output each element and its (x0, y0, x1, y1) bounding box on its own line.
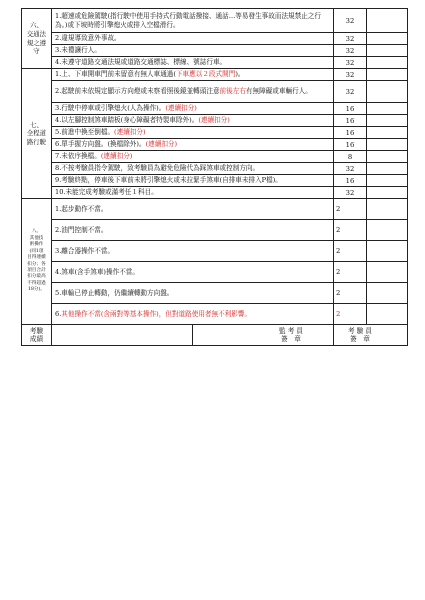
category-label-line: 其他技 (29, 235, 44, 241)
deduction-points: 32 (334, 163, 367, 175)
deduction-points: 32 (334, 33, 367, 45)
deduction-record-cell[interactable] (367, 304, 408, 325)
deduction-record-cell[interactable] (367, 175, 408, 187)
deduction-record-cell[interactable] (367, 151, 408, 163)
item-text-highlight: (連續扣分) (198, 116, 230, 125)
deduction-record-cell[interactable] (367, 103, 408, 115)
deduction-record-cell[interactable] (367, 187, 408, 199)
deduction-record-cell[interactable] (367, 199, 408, 220)
deduction-item (52, 33, 334, 45)
category-label-line: 七、 (30, 120, 43, 129)
section7-row (22, 103, 408, 115)
supervisor-label: 監 考 員 (279, 326, 303, 335)
section7-row (22, 139, 408, 151)
item-number: 10. (55, 188, 66, 197)
category-label-line: (同1項 (29, 248, 44, 254)
score-value-cell[interactable] (52, 325, 193, 345)
item-text-highlight: 其他操作不當(含兩對等基本操作)，但對道路使用者無不利影響。 (61, 309, 252, 318)
deduction-points: 2 (334, 304, 367, 325)
item-number: 2. (55, 225, 62, 234)
deduction-points: 2 (334, 283, 367, 304)
category-label-line: 守 (33, 47, 40, 56)
section6-row (22, 33, 408, 45)
item-number: 6. (55, 309, 62, 318)
category-label-line: 不得超過 (27, 280, 46, 286)
item-number: 3. (55, 246, 62, 255)
item-number: 2. (55, 87, 62, 96)
section6-row (22, 9, 408, 33)
score-sheet (21, 8, 407, 346)
deduction-record-cell[interactable] (367, 262, 408, 283)
section7-row (22, 187, 408, 199)
item-text-highlight: 下車應以２段式開門 (175, 70, 236, 79)
deduction-record-cell[interactable] (367, 81, 408, 103)
section7-row (22, 127, 408, 139)
score-label-line-1: 考驗 (29, 326, 44, 335)
item-text: 起駛前未依規定顯示方向燈或未察看照後鏡並轉頭注意 (61, 87, 220, 96)
deduction-record-cell[interactable] (367, 241, 408, 262)
section6-row (22, 45, 408, 57)
item-number: 1. (55, 204, 62, 213)
item-number: 9. (55, 176, 62, 185)
item-text: 上、下車開車門前未留意有無人車通過( (61, 70, 176, 79)
item-text-highlight: (連續扣分) (165, 104, 197, 113)
category-label-line: 全程道 (26, 129, 47, 138)
section7-row (22, 151, 408, 163)
item-number: 4. (55, 58, 62, 67)
examiner-seal-label: 簽 章 (350, 334, 370, 343)
item-text: 離合器操作不當。 (61, 246, 115, 255)
deduction-table (21, 8, 408, 325)
score-label-line-2: 成績 (29, 334, 44, 343)
section8-row (22, 283, 408, 304)
deduction-points: 32 (334, 9, 367, 33)
deduction-item (52, 304, 334, 325)
deduction-item (52, 57, 334, 69)
deduction-item (52, 175, 334, 187)
deduction-item (52, 69, 334, 81)
deduction-record-cell[interactable] (367, 57, 408, 69)
item-text: 起步動作不當。 (61, 204, 108, 213)
category-label-line: 目得連續 (27, 255, 46, 261)
deduction-item (52, 139, 334, 151)
deduction-points: 16 (334, 127, 367, 139)
item-number: 3. (55, 104, 62, 113)
category-label-line: 交通法 (26, 29, 47, 38)
deduction-points: 32 (334, 81, 367, 103)
category-label-line: 規之遵 (26, 38, 47, 47)
deduction-points: 8 (334, 151, 367, 163)
item-number: 3. (55, 46, 62, 55)
deduction-item (52, 262, 334, 283)
item-text: 車輪已停止轉動，仍繼續轉動方向盤。 (61, 288, 174, 297)
item-text: 考驗終點，停車後下車前未將引擎熄火或未拉緊手煞車(自排車未排入P檔)。 (61, 176, 282, 185)
deduction-points: 2 (334, 241, 367, 262)
deduction-points: 16 (334, 175, 367, 187)
item-text: 單手握方向盤。(換檔除外)。 (61, 140, 146, 149)
supervisor-signature[interactable] (193, 325, 334, 345)
item-number: 5. (55, 288, 62, 297)
item-text: 前進中換至倒檔。 (61, 128, 115, 137)
deduction-record-cell[interactable] (367, 220, 408, 241)
deduction-points: 32 (334, 45, 367, 57)
deduction-item (52, 283, 334, 304)
category-label-line: 八、 (31, 229, 42, 235)
deduction-record-cell[interactable] (367, 45, 408, 57)
score-label (22, 325, 52, 345)
deduction-record-cell[interactable] (367, 163, 408, 175)
deduction-item (52, 199, 334, 220)
item-number: 8. (55, 164, 62, 173)
item-number: 4. (55, 116, 62, 125)
item-number: 1. (55, 12, 62, 21)
category-label-line: 18分)。 (28, 287, 45, 293)
item-text: 不按考驗員指令駕駛，致考驗員為避免危險代為踩煞車或控制方向。 (61, 164, 260, 173)
examiner-signature[interactable] (334, 325, 408, 345)
section6-row (22, 57, 408, 69)
item-text: 違規導致意外事故。 (61, 34, 121, 43)
deduction-record-cell[interactable] (367, 283, 408, 304)
item-number: 5. (55, 128, 62, 137)
deduction-item (52, 81, 334, 103)
deduction-points: 16 (334, 139, 367, 151)
item-text-highlight: (連續扣分) (114, 128, 146, 137)
deduction-points: 16 (334, 115, 367, 127)
deduction-item (52, 187, 334, 199)
deduction-points: 32 (334, 69, 367, 81)
item-number: 7. (55, 152, 62, 161)
section7-category-label (22, 69, 52, 199)
signature-row (22, 325, 408, 345)
section8-row (22, 304, 408, 325)
deduction-item (52, 9, 334, 33)
section7-row (22, 115, 408, 127)
item-text: 超速或危險駕駛(指行駛中使用手持式行動電話撥接、通話…等易發生事故而法規禁止之行為。)或下坡時將引擎熄火或排入空檔滑行。 (55, 12, 322, 29)
item-text: 未依序換檔。 (61, 152, 101, 161)
deduction-item (52, 127, 334, 139)
deduction-points: 16 (334, 103, 367, 115)
deduction-record-cell[interactable] (367, 69, 408, 81)
deduction-record-cell[interactable] (367, 115, 408, 127)
deduction-record-cell[interactable] (367, 127, 408, 139)
category-label-line: 項目合計 (27, 267, 46, 273)
deduction-points: 2 (334, 262, 367, 283)
deduction-item (52, 45, 334, 57)
item-text: 有無障礙或車輛行人。 (245, 87, 312, 96)
examiner-label: 考 驗 員 (348, 326, 372, 335)
category-label-line: 扣分最高 (27, 274, 46, 280)
item-number: 1. (55, 70, 62, 79)
item-text-highlight: 前後左右 (219, 87, 246, 96)
section7-row (22, 175, 408, 187)
item-number: 4. (55, 267, 62, 276)
deduction-item (52, 241, 334, 262)
item-number: 6. (55, 140, 62, 149)
section7-row (22, 69, 408, 81)
section8-row (22, 241, 408, 262)
item-text: )。 (235, 70, 245, 79)
item-text: 未能完成考驗或滿考任１科目。 (65, 188, 158, 197)
signature-table (21, 325, 408, 346)
section7-row (22, 163, 408, 175)
category-label-line: 扣分；各 (27, 261, 46, 267)
supervisor-seal-label: 簽 章 (281, 334, 301, 343)
section8-row (22, 199, 408, 220)
deduction-item (52, 163, 334, 175)
deduction-record-cell[interactable] (367, 139, 408, 151)
deduction-points: 32 (334, 187, 367, 199)
item-text: 煞車(含手煞車)操作不當。 (61, 267, 139, 276)
deduction-record-cell[interactable] (367, 33, 408, 45)
deduction-item (52, 151, 334, 163)
item-text: 以左腳控制煞車踏板(身心障礙者特製車除外)。 (61, 116, 199, 125)
section8-category-label (22, 199, 52, 325)
deduction-item (52, 103, 334, 115)
item-text: 油門控制不當。 (61, 225, 108, 234)
item-number: 2. (55, 34, 62, 43)
item-text: 未禮讓行人。 (61, 46, 101, 55)
deduction-record-cell[interactable] (367, 9, 408, 33)
deduction-points: 32 (334, 57, 367, 69)
deduction-points: 2 (334, 199, 367, 220)
item-text: 未遵守道路交通法規或道路交通標誌、標線、號誌行車。 (61, 58, 227, 67)
deduction-item (52, 115, 334, 127)
deduction-points: 2 (334, 220, 367, 241)
section8-row (22, 220, 408, 241)
section7-row (22, 81, 408, 103)
item-text-highlight: (連續扣分) (145, 140, 178, 149)
section8-row (22, 262, 408, 283)
section6-category-label (22, 9, 52, 69)
deduction-item (52, 220, 334, 241)
category-label-line: 六、 (30, 21, 43, 30)
category-label-line: 術操作 (29, 242, 44, 248)
item-text: 行駛中停車或引擎熄火(人為操作)。 (61, 104, 166, 113)
category-label-line: 路行駛 (26, 137, 47, 146)
item-text-highlight: (連續扣分) (100, 152, 133, 161)
